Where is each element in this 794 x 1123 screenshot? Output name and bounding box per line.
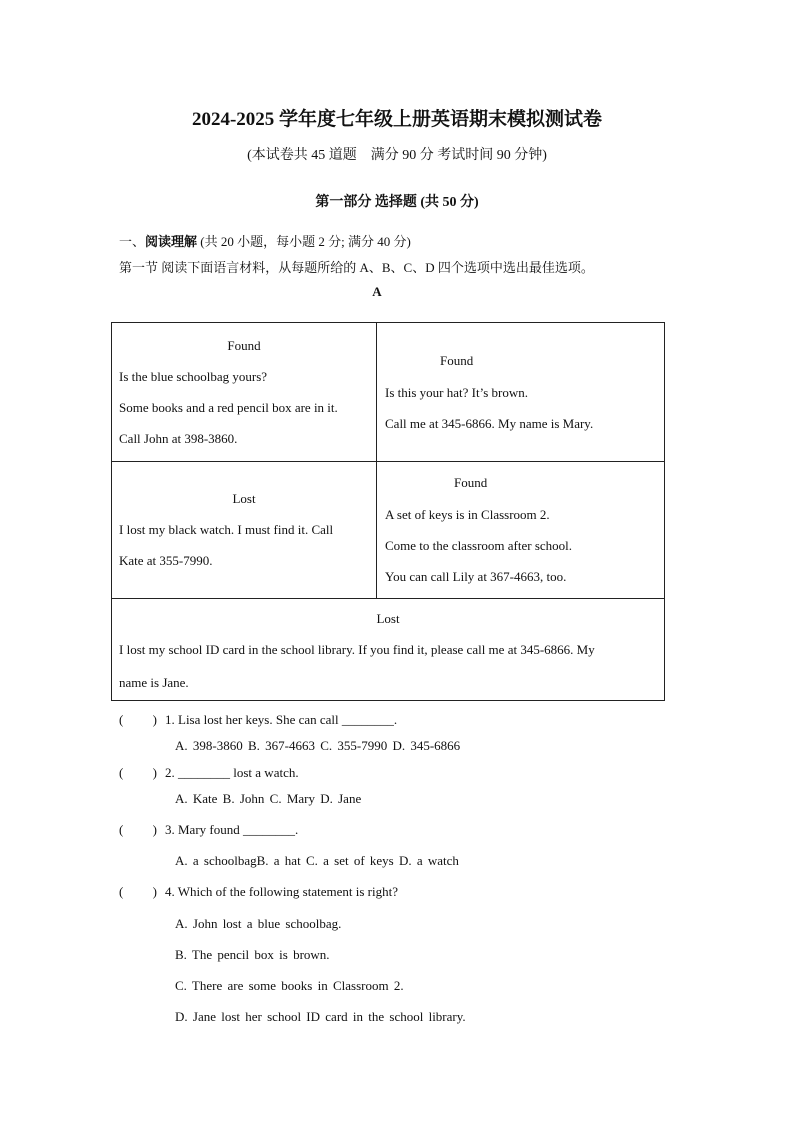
question-text: 4. Which of the following statement is right? [165, 884, 398, 899]
part-heading: 第一部分 选择题 (共 50 分) [315, 195, 479, 210]
answer-blank[interactable]: ( ) [119, 822, 157, 837]
answer-blank[interactable]: ( ) [119, 765, 157, 780]
notice-line: Call John at 398-3860. [119, 431, 238, 446]
question-1 [119, 712, 397, 728]
exam-subtitle: (本试卷共 45 道题 满分 90 分 考试时间 90 分钟) [247, 148, 547, 163]
question-4-option-a: A. John lost a blue schoolbag. [175, 916, 342, 931]
question-4-option-b: B. The pencil box is brown. [175, 947, 330, 962]
notice-line: Kate at 355-7990. [119, 553, 213, 568]
question-4-option-d: D. Jane lost her school ID card in the school library. [175, 1009, 466, 1024]
notice-line: You can call Lily at 367-4663, too. [385, 569, 567, 584]
question-2-options: A. Kate B. John C. Mary D. Jane [175, 791, 362, 806]
notice-line: A set of keys is in Classroom 2. [385, 507, 550, 522]
question-3-options: A. a schoolbagB. a hat C. a set of keys D. a watch [175, 853, 459, 868]
notice-line: Some books and a red pencil box are in it. [119, 400, 338, 415]
notice-lost-watch [112, 462, 376, 599]
exam-title: 2024-2025 学年度七年级上册英语期末模拟测试卷 [191, 109, 603, 130]
section-instruction: 第一节 阅读下面语言材料，从每题所给的 A、B、C、D 四个选项中选出最佳选项。 [119, 260, 594, 275]
question-1-options: A. 398-3860 B. 367-4663 C. 355-7990 D. 345-6866 [175, 738, 461, 753]
question-3 [119, 822, 298, 838]
section-name: 阅读理解 [145, 234, 198, 249]
notice-line: name is Jane. [119, 675, 189, 690]
section-heading [119, 231, 411, 250]
section-prefix: 一、 [119, 234, 146, 249]
passage-label: A [372, 284, 382, 299]
question-2 [119, 765, 299, 781]
notice-found-schoolbag [112, 323, 376, 461]
notice-line: I lost my school ID card in the school library. If you find it, please call me at 345-6866. My [119, 642, 595, 657]
question-text: 3. Mary found ________. [165, 822, 299, 837]
question-4 [119, 884, 398, 900]
notice-line: I lost my black watch. I must find it. Call [119, 522, 334, 537]
question-text: 2. ________ lost a watch. [165, 765, 299, 780]
question-text: 1. Lisa lost her keys. She can call ________. [165, 712, 398, 727]
notice-heading: Lost [232, 491, 256, 506]
notice-found-keys [377, 462, 665, 599]
notice-table [111, 322, 665, 701]
notice-line: Is this your hat? It’s brown. [385, 385, 528, 400]
notice-found-hat [377, 323, 665, 461]
notice-line: Call me at 345-6866. My name is Mary. [385, 416, 594, 431]
answer-blank[interactable]: ( ) [119, 884, 157, 899]
notice-line: Come to the classroom after school. [385, 538, 573, 553]
notice-heading: Lost [376, 611, 400, 626]
notice-heading: Found [227, 338, 261, 353]
notice-lost-id-card [112, 599, 664, 701]
notice-heading: Found [454, 475, 488, 490]
notice-line: Is the blue schoolbag yours? [119, 369, 268, 384]
answer-blank[interactable]: ( ) [119, 712, 157, 727]
section-detail: (共 20 小题，每小题 2 分; 满分 40 分) [197, 234, 411, 249]
notice-heading: Found [440, 353, 474, 368]
question-4-option-c: C. There are some books in Classroom 2. [175, 978, 404, 993]
